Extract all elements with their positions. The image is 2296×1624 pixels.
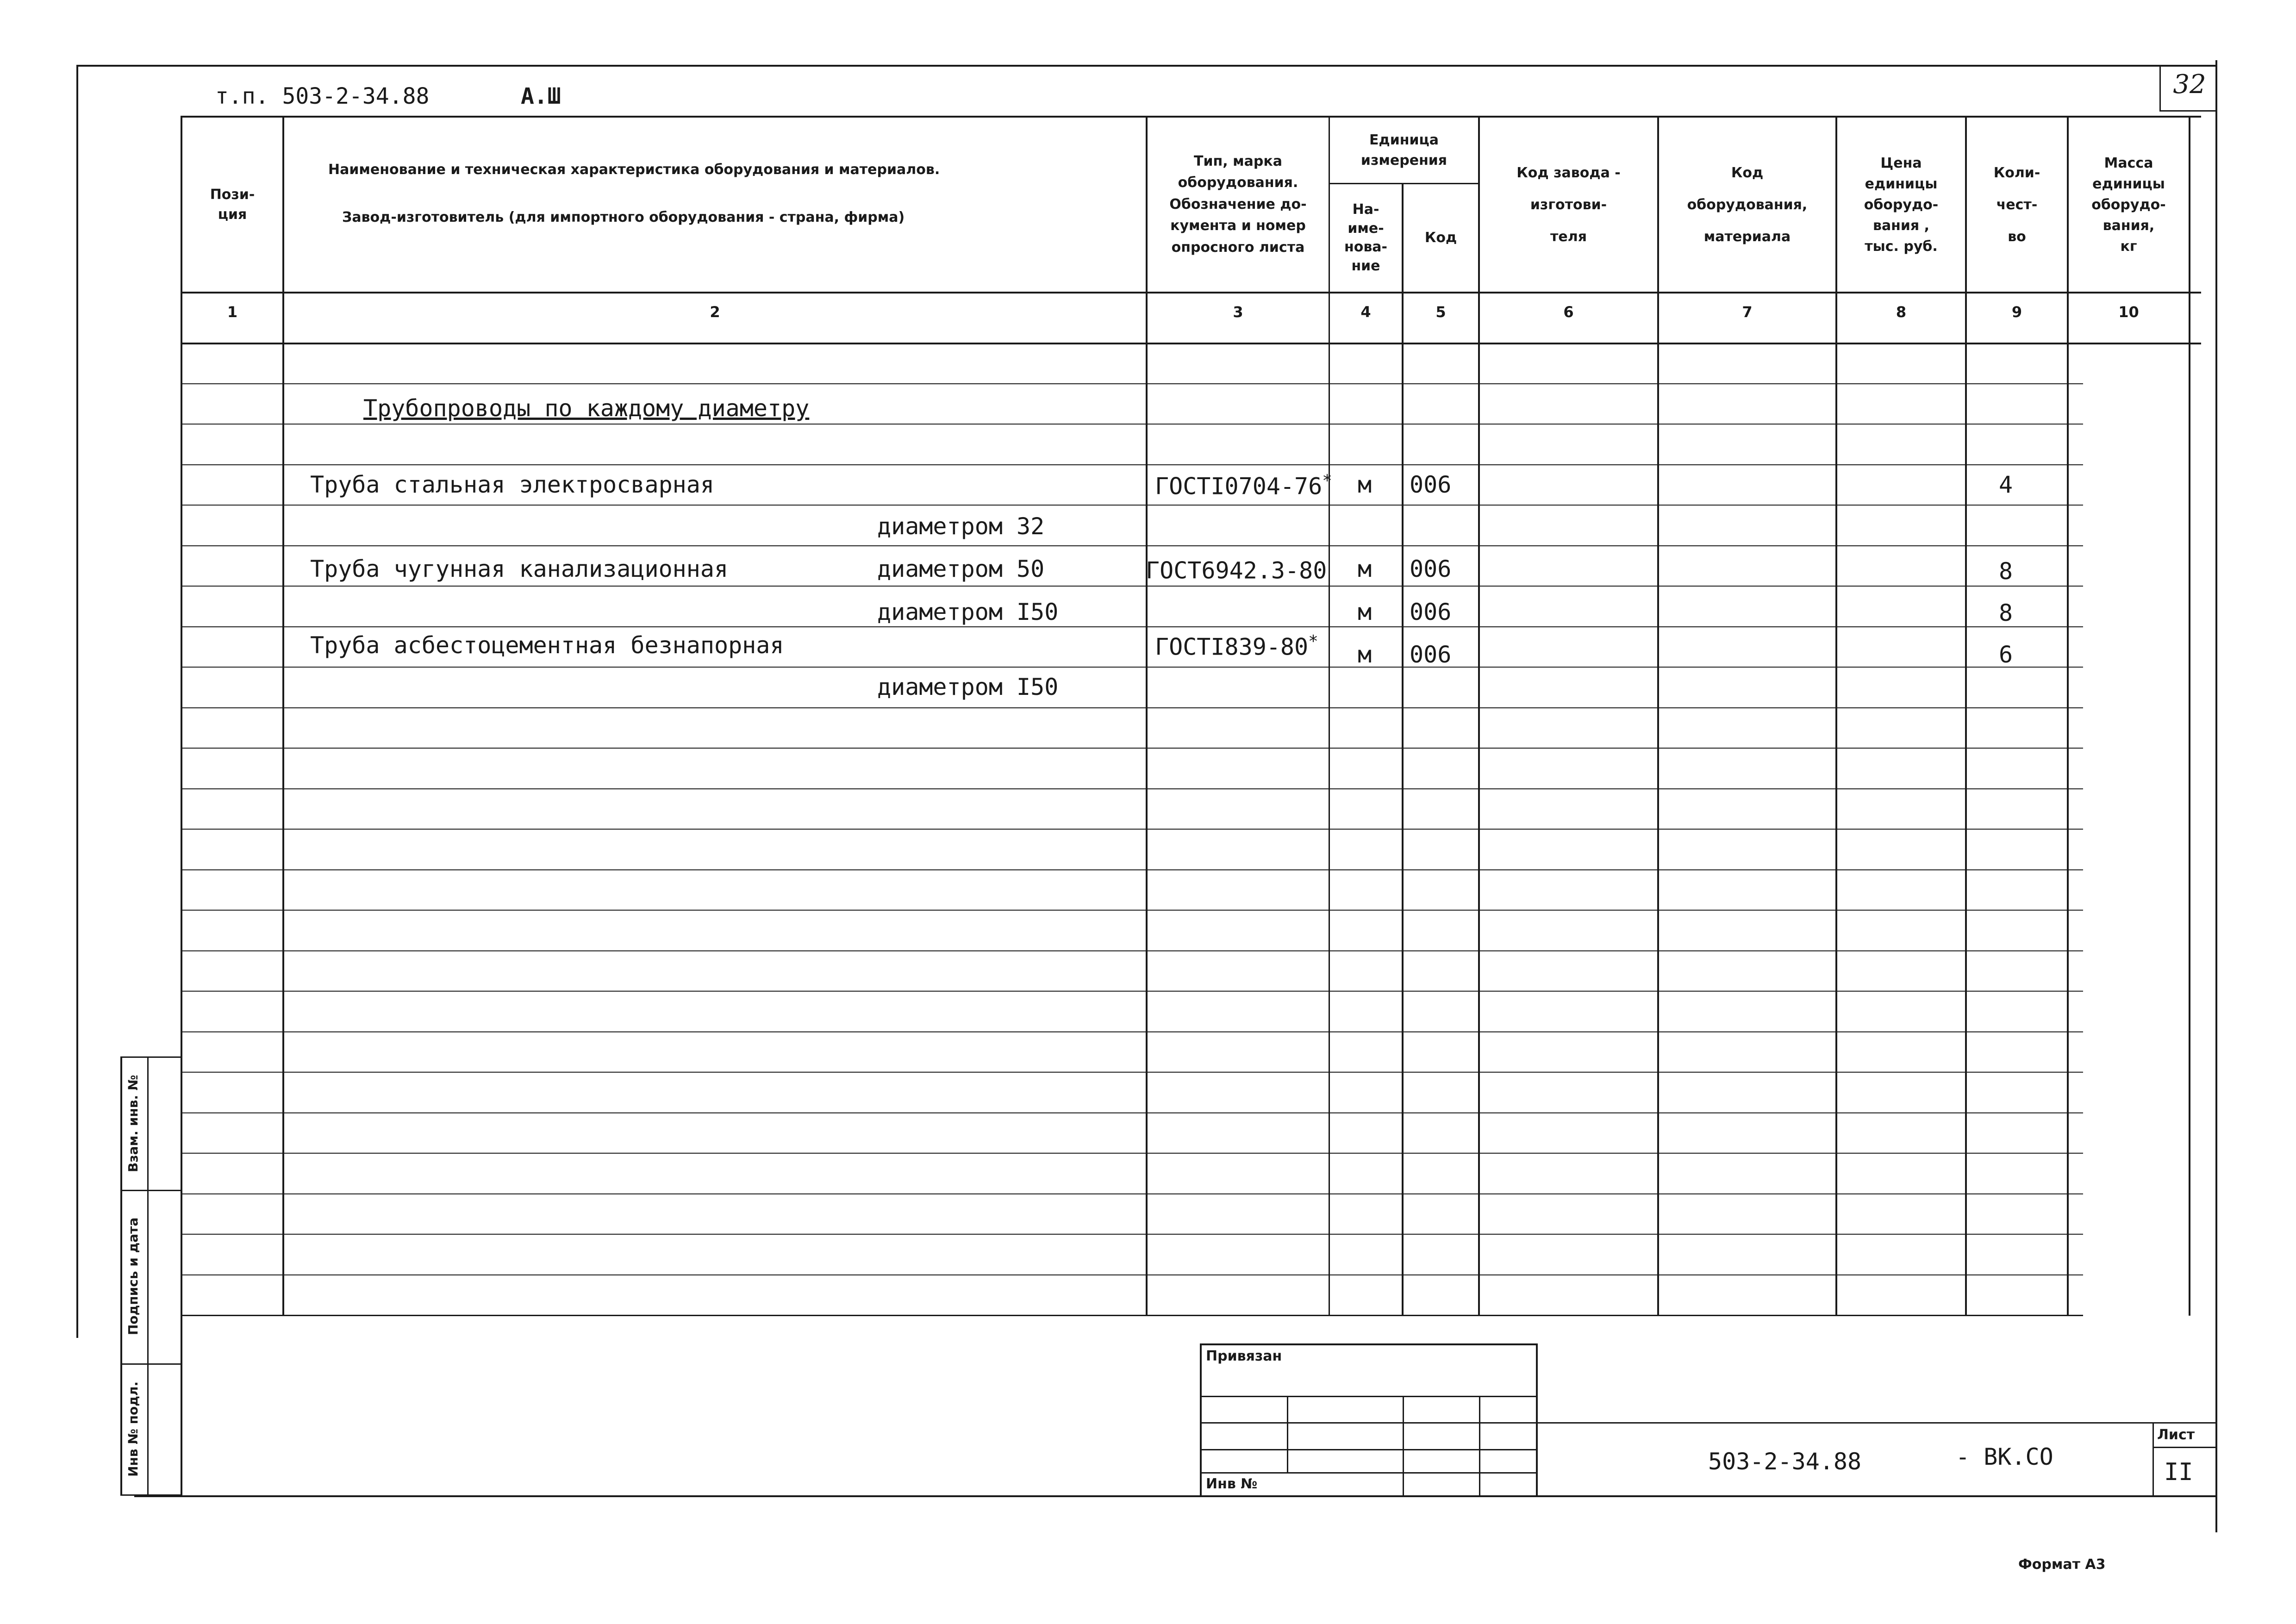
column-header-type: Тип, марка оборудования. Обозначение до- кумента и номер опросного листа: [1169, 153, 1307, 256]
item-size: диаметром 50: [877, 556, 1045, 582]
column-number: 4: [1360, 303, 1371, 321]
stamp-privyazan: Привязан: [1206, 1348, 1282, 1364]
doc-suffix: - ВК.СО: [1956, 1443, 2053, 1470]
page-number: 32: [2173, 69, 2206, 100]
column-header-unit-group: Единица измерения: [1360, 132, 1447, 169]
item-code: 006: [1410, 556, 1452, 582]
column-header-unit-mass: Масса единицы оборудо- вания, кг: [2091, 155, 2166, 255]
item-document: [1155, 632, 1318, 661]
item-unit: м: [1358, 599, 1372, 625]
item-document-text: ГОСТ6942.3-80: [1146, 557, 1327, 584]
item-quantity: 4: [1999, 471, 2013, 498]
item-code: 006: [1410, 641, 1452, 668]
item-document-text: ГОСТI0704-76: [1155, 473, 1323, 500]
section-title: Трубопроводы по каждому диаметру: [363, 395, 810, 422]
item-quantity: 8: [1999, 558, 2013, 585]
stamp-inv-no: Инв №: [1206, 1476, 1258, 1492]
column-number: 1: [227, 303, 238, 321]
item-name: Труба стальная электросварная: [310, 471, 714, 498]
side-label-vzam-inv: Взам. инв. №: [125, 1074, 141, 1173]
sheet-number: II: [2164, 1458, 2193, 1486]
item-document-mark: *: [1322, 471, 1332, 490]
column-header-unit-name: На- име- нова- ние: [1344, 201, 1388, 274]
side-label-signature-date: Подпись и дата: [125, 1217, 141, 1336]
side-label-inv-original: Инв № подл.: [125, 1381, 141, 1477]
doc-designation: 503-2-34.88: [1708, 1448, 1862, 1475]
item-unit: м: [1358, 641, 1372, 668]
format-label: Формат А3: [2018, 1556, 2106, 1573]
column-number: 5: [1435, 303, 1446, 321]
column-header-position: Пози- ция: [210, 186, 255, 223]
item-code: 006: [1410, 471, 1452, 498]
item-document: [1146, 556, 1327, 584]
item-name: Труба асбестоцементная безнапорная: [310, 632, 784, 659]
item-document: [1155, 471, 1332, 500]
sheet-label: Лист: [2157, 1427, 2195, 1443]
column-number: 3: [1233, 303, 1243, 321]
column-number: 10: [2118, 303, 2139, 321]
column-number: 9: [2011, 303, 2022, 321]
column-number: 8: [1896, 303, 1907, 321]
column-header-plant-code: Код завода - изготови- теля: [1516, 164, 1621, 245]
item-quantity: 6: [1999, 641, 2013, 668]
column-header-name: [284, 118, 1146, 292]
item-name: Труба чугунная канализационная: [310, 556, 729, 582]
item-size: диаметром 32: [877, 513, 1045, 540]
item-size: диаметром I50: [877, 599, 1059, 625]
item-size: диаметром I50: [877, 674, 1059, 700]
item-unit: м: [1358, 556, 1372, 582]
column-header-quantity: Коли- чест- во: [1993, 164, 2040, 245]
column-header-unit-price: Цена единицы оборудо- вания , тыс. руб.: [1864, 155, 1939, 255]
item-code: 006: [1410, 599, 1452, 625]
column-header-name-line1: Наименование и техническая характеристика оборудования и материалов.: [328, 162, 940, 178]
doc-code: т.п. 503-2-34.88: [215, 83, 430, 109]
column-number: 7: [1742, 303, 1753, 321]
item-document-mark: *: [1308, 632, 1318, 651]
item-quantity: 8: [1999, 600, 2013, 626]
column-header-unit-code: Код: [1424, 230, 1457, 246]
item-document-text: ГОСТI839-80: [1155, 633, 1309, 661]
column-header-name-line2: Завод-изготовитель (для импортного оборудования - страна, фирма): [342, 209, 905, 225]
column-number: 2: [710, 303, 720, 321]
column-header-equipment-code: Код оборудования, материала: [1687, 164, 1808, 245]
item-unit: м: [1358, 471, 1372, 498]
album-label: А.Ш: [521, 83, 561, 109]
column-number: 6: [1563, 303, 1574, 321]
